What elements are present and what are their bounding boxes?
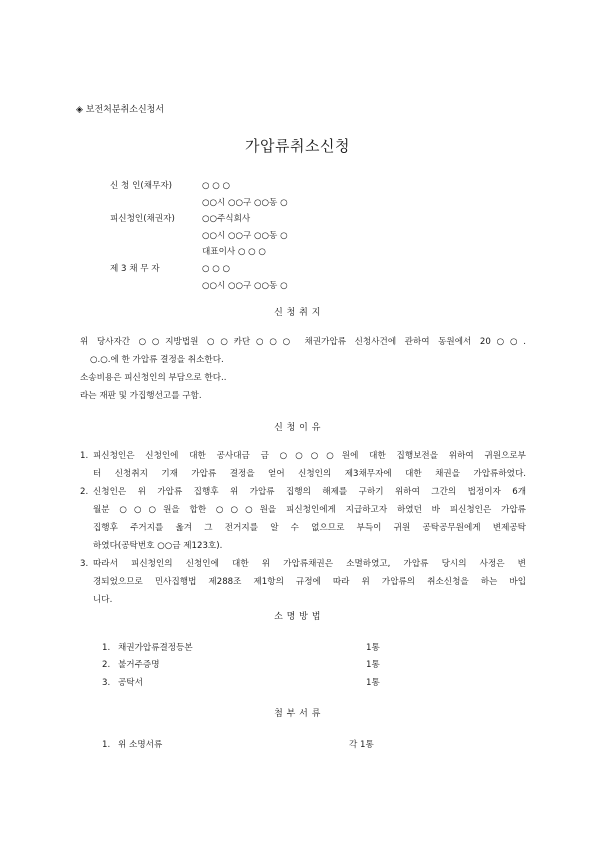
party-applicant-name: ○ ○ ○: [202, 181, 230, 191]
purpose-line: ○.○.에 한 가압류 결정을 취소한다.: [90, 355, 224, 365]
party-label-applicant: 신 청 인(채무자): [110, 181, 172, 191]
party-third-debtor-address: ○○시 ○○구 ○○동 ○: [202, 281, 288, 291]
evidence-number: 3.: [102, 678, 111, 688]
party-third-debtor-name: ○ ○ ○: [202, 264, 230, 274]
reason-line: 니다.: [93, 595, 113, 605]
party-respondent-name: ○○주식회사: [202, 214, 251, 224]
evidence-qty: 1통: [366, 660, 380, 670]
section-heading-evidence: 소 명 방 법: [274, 612, 321, 622]
party-label-third-debtor: 제 3 채 무 자: [110, 264, 160, 274]
party-respondent-address: ○○시 ○○구 ○○동 ○: [202, 231, 288, 241]
section-heading-reasons: 신 청 이 유: [274, 423, 321, 433]
evidence-name: 불거주증명: [118, 660, 160, 670]
evidence-number: 2.: [102, 660, 111, 670]
section-heading-purpose: 신 청 취 지: [274, 308, 321, 318]
reason-number: 3.: [80, 559, 89, 569]
evidence-qty: 1통: [366, 643, 380, 653]
evidence-name: 채권가압류결정등본: [118, 643, 193, 653]
reason-line: 집행후 주거지를 옮겨 그 전거지를 알 수 없으므로 부득이 귀원 공탁공무원에게 변제공탁: [93, 523, 526, 533]
reason-line: 경되었으므로 민사집행법 제288조 제1항의 규정에 따라 위 가압류의 취소신청을 하는 바입: [93, 577, 526, 587]
party-applicant-address: ○○시 ○○구 ○○동 ○: [202, 198, 288, 208]
party-respondent-representative: 대표이사 ○ ○ ○: [202, 247, 266, 257]
evidence-number: 1.: [102, 643, 111, 653]
purpose-line: 라는 재판 및 가집행선고를 구함.: [80, 391, 202, 401]
reason-number: 2.: [80, 487, 89, 497]
document-title: 가압류취소신청: [245, 137, 350, 155]
reason-line: 신청인은 위 가압류 집행후 위 가압류 집행의 해제를 구하기 위하여 그간의 법정이자 6개: [93, 487, 526, 497]
reason-line: 터 신청취지 기재 가압류 결정을 얻어 신청인의 제3채무자에 대한 채권을 가압류하였다.: [93, 469, 526, 479]
purpose-line: 소송비용은 피신청인의 부담으로 한다..: [80, 373, 227, 383]
attachment-qty: 각 1통: [349, 740, 374, 750]
party-label-respondent: 피신청인(채권자): [110, 214, 175, 224]
purpose-line: 위 당사자간 ○○지방법원 ○○카단○○○ 채권가압류 신청사건에 관하여 동원에서 20○○.: [80, 337, 526, 347]
section-heading-attachments: 첨 부 서 류: [274, 709, 321, 719]
reason-line: 따라서 피신청인의 신청인에 대한 위 가압류채권은 소멸하였고, 가압류 당시의 사정은 변: [93, 559, 526, 569]
reason-line: 월분 ○○○원을 합한 ○○○원을 피신청인에게 지급하고자 하였던 바 피신청인은 가압류: [93, 505, 526, 515]
reason-number: 1.: [80, 451, 89, 461]
document-type-tag: ◈ 보전처분취소신청서: [76, 105, 165, 115]
attachment-number: 1.: [102, 740, 111, 750]
evidence-qty: 1통: [366, 678, 380, 688]
evidence-name: 공탁서: [118, 678, 143, 688]
reason-line: 피신청인은 신청인에 대한 공사대금 금 ○○○○원에 대한 집행보전을 위하여 귀원으로부: [93, 451, 526, 461]
reason-line: 하였다(공탁번호 ○○금 제123호).: [93, 541, 223, 551]
attachment-name: 위 소명서류: [118, 740, 163, 750]
